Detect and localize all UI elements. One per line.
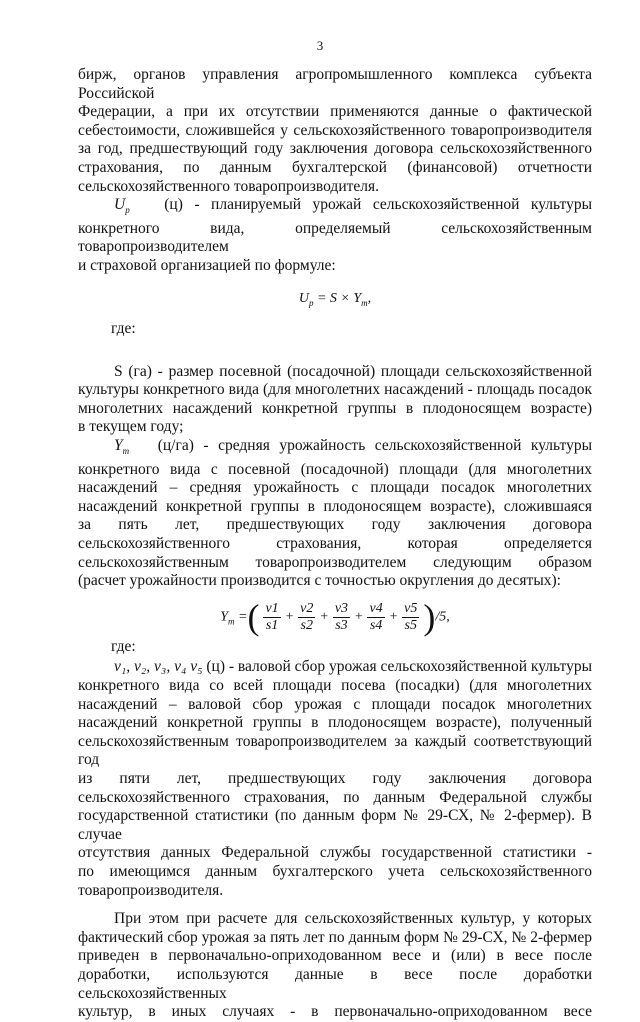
- text-line: сельскохозяйственного товаропроизводителя.: [78, 177, 380, 195]
- text-line: насаждений – валовой сбор урожая с площади посадок многолетних: [78, 695, 592, 713]
- text-line: за год, предшествующий году заключения договора сельскохозяйственного: [78, 140, 592, 158]
- formula-ym: $Y_m$ =( $\frac{v1}{s1}$ + $\frac{v2}{s2}$ + $\frac{v3}{s3}$ + $\frac{v4}{s4}$ + $\frac{v5}{s5}$ )/5,: [220, 597, 450, 638]
- formula-up: $U_p = S \times Y_m$,: [298, 290, 372, 308]
- text-line: товаропроизводителя.: [78, 881, 224, 899]
- page-number: 3: [316, 38, 324, 53]
- text-line: насаждений – средняя урожайность с площади посадок многолетних: [78, 479, 592, 497]
- definition-s: [78, 363, 592, 437]
- text-line: за пять лет, предшествующих году заключения договора: [78, 516, 592, 534]
- symbol-up: $U_p$: [114, 196, 130, 216]
- text-line: $U_p$ (ц) - планируемый урожай сельскохозяйственной культуры: [114, 196, 593, 216]
- text-line: сельскохозяйственным товаропроизводителем за каждый соответствующий год: [78, 732, 592, 769]
- text-line: приведен в первоначально-оприходованном весе и (или) в весе после: [78, 947, 592, 965]
- text-line: При этом при расчете для сельскохозяйственных культур, у которых: [114, 910, 592, 928]
- text-line: отсутствия данных Федеральной службы государственной статистики -: [78, 844, 592, 862]
- text-line: насаждений конкретной группы в плодоносящем возрасте), сложившаяся: [78, 497, 592, 515]
- text-line: фактический сбор урожая за пять лет по данным форм № 29-СХ, № 2-фермер: [78, 928, 592, 946]
- text-line: (расчет урожайности производится с точностью округления до десятых):: [78, 572, 561, 590]
- fraction: $\frac{v2}{s2}$: [300, 600, 314, 633]
- text-line: государственной статистики (по данным форм № 29-СХ, № 2-фермер). В случае: [78, 807, 592, 843]
- text-line: v₁, v₂, v₃, v₄ v₅ (ц) - валовой сбор урожая сельскохозяйственной культуры: [114, 658, 593, 676]
- fraction: $\frac{v4}{s4}$: [369, 600, 383, 633]
- text-line: многолетних насаждений конкретной группы в плодоносящем возрасте): [78, 399, 592, 417]
- document-body: [78, 66, 592, 1022]
- text-line: конкретного вида со всей площади посева (посадки) (для многолетних: [78, 677, 592, 695]
- text-line: бирж, органов управления агропромышленного комплекса субъекта Российской: [78, 66, 592, 102]
- text-line: Федерации, а при их отсутствии применяются данные о фактической: [78, 103, 592, 121]
- text-line: S (га) - размер посевной (посадочной) площади сельскохозяйственной: [114, 362, 592, 380]
- definition-ym: [78, 437, 592, 591]
- where-label: где:: [111, 637, 136, 655]
- text-line: $Y_m$ (ц/га) - средняя урожайность сельскохозяйственной культуры: [114, 436, 593, 457]
- text-line: и страховой организацией по формуле:: [78, 257, 336, 275]
- symbol-ym: $Y_m$: [114, 436, 130, 457]
- text-line: сельскохозяйственного страхования, которая определяется: [78, 535, 592, 553]
- fraction: $\frac{v5}{s5}$: [404, 600, 418, 633]
- where-label: где:: [111, 320, 136, 338]
- fraction: $\frac{v1}{s1}$: [265, 600, 279, 633]
- definition-v: [78, 658, 592, 900]
- text-line: конкретного вида с посевной (посадочной) площади (для многолетних: [78, 460, 592, 478]
- text-line: из пяти лет, предшествующих году заключения договора: [78, 769, 592, 787]
- text-line: сельскохозяйственным товаропроизводителем следующим образом: [78, 553, 592, 571]
- text-line: сельскохозяйственного страхования, по данным Федеральной службы: [78, 788, 592, 806]
- text-line: культур, в иных случаях - в первоначально-оприходованном весе: [78, 1003, 592, 1021]
- symbol-v: v₁, v₂, v₃, v₄ v₅: [114, 658, 203, 676]
- text-line: конкретного вида, определяемый сельскохозяйственным товаропроизводителем: [78, 219, 592, 256]
- text-line: доработки, используются данные в весе после доработки сельскохозяйственных: [78, 965, 592, 1002]
- text-line: насаждений конкретной группы в плодоносящем возрасте), полученный: [78, 714, 592, 732]
- text-line: в текущем году;: [78, 418, 184, 436]
- text-line: страхования, по данным бухгалтерской (финансовой) отчетности: [78, 158, 592, 176]
- text-line: себестоимости, сложившейся у сельскохозяйственного товаропроизводителя: [78, 121, 592, 139]
- text-line: культуры конкретного вида (для многолетних насаждений - площадь посадок: [78, 381, 592, 399]
- paragraph-final: [78, 910, 592, 1022]
- text-line: по имеющимся данным бухгалтерского учета сельскохозяйственного: [78, 862, 592, 880]
- definition-up: [78, 196, 592, 275]
- fraction: $\frac{v3}{s3}$: [334, 600, 349, 633]
- paragraph-intro: [78, 66, 592, 196]
